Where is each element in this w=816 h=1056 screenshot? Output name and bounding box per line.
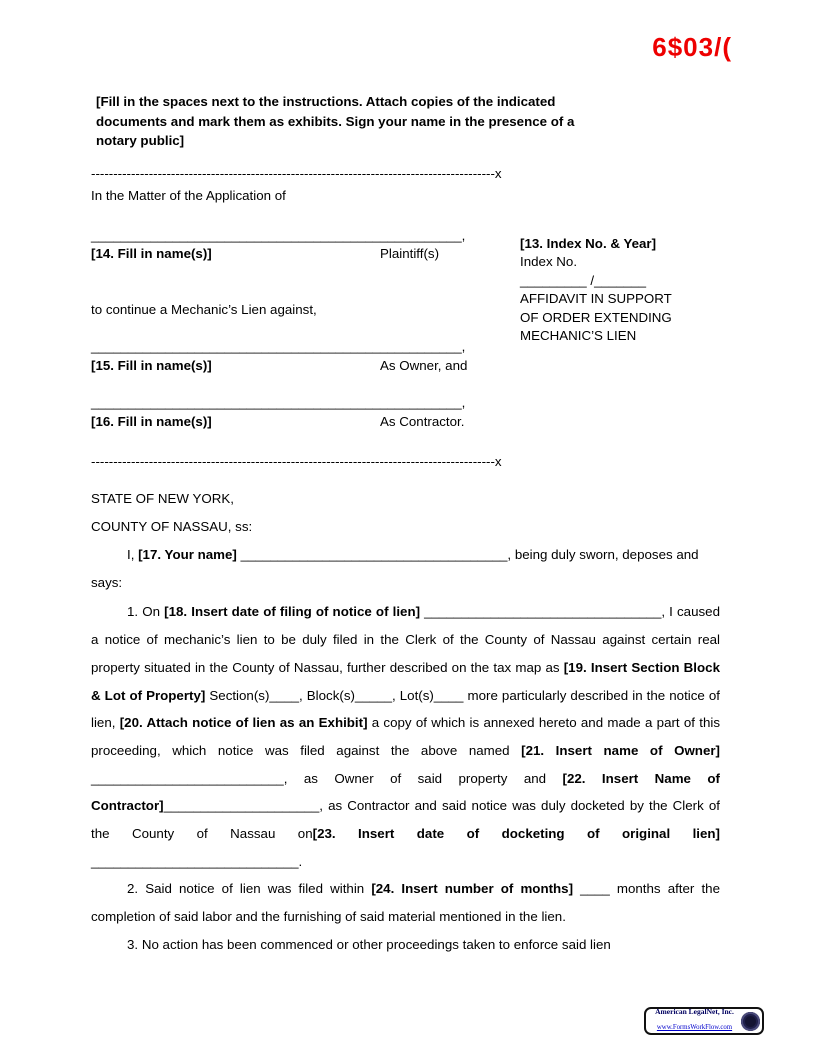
caption-separator-top: -------------------------------------------------------------------------------------------x (91, 165, 502, 181)
caption-separator-bottom: -------------------------------------------------------------------------------------------x (91, 454, 502, 469)
legalnet-badge (644, 1007, 764, 1035)
document-title-line: AFFIDAVIT IN SUPPORT (520, 291, 672, 306)
document-title-line: MECHANIC’S LIEN (520, 328, 637, 343)
caption-left-column (91, 227, 521, 432)
matter-of-application-line: In the Matter of the Application of (91, 187, 286, 203)
affidavit-paragraph-1: 1. On [18. Insert date of filing of notice of lien] ________________________________, I caused a notice of mechanic’s lien to be duly filed in the Clerk of the County of Nassau against certain real property situated in the County of Nassau, further described on the tax map as [19. Insert Section Block & Lot of Property] Section(s)____, Block(s)_____, Lot(s)____ more particularly described in the notice of lien, [20. Attach notice of lien as an Exhibit] a copy of which is annexed hereto and made a part of this proceeding, which notice was filed against the above named [21. Insert name of Owner] __________________________, as Owner of said property and [22. Insert Name of Contractor]_____________________, as Contractor and said notice was duly docketed by the Clerk of the County of Nassau on[23. Insert date of docketing of original lien] ____________________________. (91, 604, 720, 869)
affidavit-paragraph-2: 2. Said notice of lien was filed within [24. Insert number of months] ____ months after the completion of said labor and the furnishing of said material mentioned in the lien. (91, 881, 720, 925)
continue-lien-line: to continue a Mechanic’s Lien against, (91, 301, 317, 317)
instructions-line: notary public] (96, 133, 185, 148)
field-label-16: [16. Fill in name(s)] (91, 413, 212, 429)
case-caption (91, 227, 720, 432)
affidavit-paragraph-3: 3. No action has been commenced or other proceedings taken to enforce said lien (127, 936, 611, 952)
caption-right-column (520, 235, 720, 346)
index-no-label: Index No. (520, 254, 578, 269)
plaintiff-name-blank: __________________________________________________, (91, 227, 466, 243)
field-label-15: [15. Fill in name(s)] (91, 357, 212, 373)
contractor-label-row (91, 413, 521, 432)
contractor-role-text: As Contractor. (380, 413, 465, 429)
owner-role-text: As Owner, and (380, 357, 468, 373)
index-no-blank: _________ /_______ (520, 272, 647, 288)
field-label-14: [14. Fill in name(s)] (91, 246, 212, 261)
venue-block (91, 485, 720, 541)
sample-watermark: 6$03/( (652, 32, 732, 62)
venue-state-line: STATE OF NEW YORK, (91, 491, 234, 506)
legalnet-badge-text (650, 1008, 739, 1035)
badge-company-name: American LegalNet, Inc. (655, 1006, 734, 1016)
plaintiff-role-text: Plaintiff(s) (380, 246, 440, 261)
document-content (91, 0, 720, 959)
owner-label-row (91, 357, 521, 376)
fill-in-instructions (96, 92, 720, 151)
owner-name-blank: __________________________________________________, (91, 339, 466, 354)
venue-county-line: COUNTY OF NASSAU, ss: (91, 519, 253, 534)
instructions-line: [Fill in the spaces next to the instructions. Attach copies of the indicated (96, 94, 556, 109)
badge-website-link[interactable]: www.FormsWorkFlow.com (656, 1024, 733, 1032)
document-title-line: OF ORDER EXTENDING (520, 309, 672, 325)
instructions-line: documents and mark them as exhibits. Sign your name in the presence of a (96, 113, 575, 129)
plaintiff-label-row (91, 245, 521, 264)
contractor-name-blank: __________________________________________________, (91, 395, 466, 410)
sworn-statement-paragraph: I, [17. Your name] ____________________________________, being duly sworn, deposes and says: (91, 547, 699, 590)
legalnet-globe-logo-icon (741, 1012, 760, 1031)
field-label-13: [13. Index No. & Year] (520, 235, 657, 251)
